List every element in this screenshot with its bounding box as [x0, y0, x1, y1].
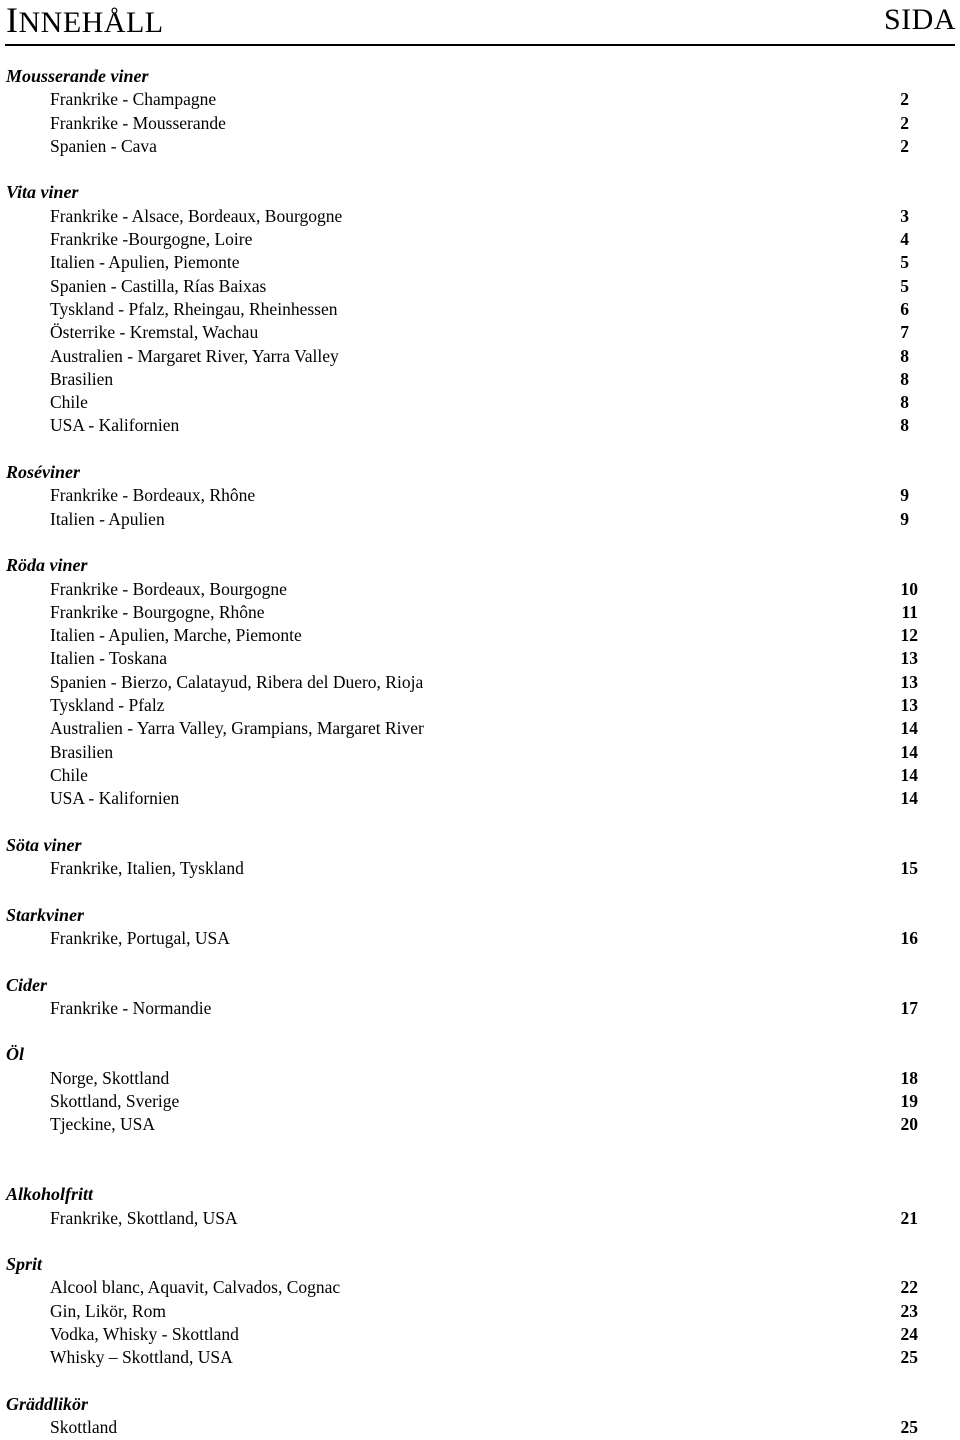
- toc-entry-label: Spanien - Cava: [50, 135, 157, 156]
- toc-section: [6, 181, 918, 437]
- toc-entry: [6, 484, 918, 507]
- toc-entry-label: Frankrike - Champagne: [50, 89, 217, 110]
- toc-section: [6, 65, 918, 158]
- toc-entry-page-number: 4: [900, 229, 909, 250]
- toc-section: [6, 974, 918, 1021]
- toc-entry: [6, 298, 918, 321]
- toc-entry-page-number: 17: [900, 997, 918, 1018]
- toc-entry: [6, 671, 918, 694]
- section-title: Söta viner: [6, 834, 82, 855]
- toc-entry-page-number: 14: [900, 764, 918, 785]
- toc-entry-label: Frankrike - Mousserande: [50, 112, 226, 133]
- page-title-initial: I: [6, 0, 19, 40]
- toc-entry: [6, 508, 918, 531]
- toc-entry-page-number: 13: [900, 648, 918, 669]
- toc-section: [6, 1043, 918, 1136]
- toc-entry-label: Alcool blanc, Aquavit, Calvados, Cognac: [50, 1277, 341, 1298]
- toc-entry: [6, 345, 918, 368]
- toc-entry-page-number: 25: [900, 1347, 918, 1368]
- toc-entry-label: Italien - Toskana: [50, 648, 168, 669]
- section-title: Öl: [6, 1044, 24, 1065]
- toc-entry-label: Brasilien: [50, 368, 114, 389]
- toc-entry: [6, 321, 918, 344]
- toc-entry-label: Skottland, Sverige: [50, 1091, 180, 1112]
- toc-entry: [6, 764, 918, 787]
- toc-section: [6, 834, 918, 881]
- toc-entry-page-number: 25: [900, 1417, 918, 1438]
- toc-entry: [6, 787, 918, 810]
- toc-entry-page-number: 15: [900, 858, 918, 879]
- toc-entry-label: Whisky – Skottland, USA: [50, 1347, 233, 1368]
- toc-entry: [6, 414, 918, 437]
- toc-entry-label: Frankrike, Italien, Tyskland: [50, 858, 244, 879]
- toc-entry: [6, 251, 918, 274]
- toc-entry-label: USA - Kalifornien: [50, 415, 180, 436]
- toc-entry: [6, 135, 918, 158]
- toc-entry: [6, 1113, 918, 1136]
- toc-entry-label: Tyskland - Pfalz, Rheingau, Rheinhessen: [50, 298, 338, 319]
- toc-entry: [6, 1207, 918, 1230]
- toc-entry: [6, 1416, 918, 1439]
- toc-entry: [6, 1067, 918, 1090]
- toc-section: [6, 1393, 918, 1440]
- toc-entry-label: Frankrike -Bourgogne, Loire: [50, 229, 253, 250]
- toc-entry-label: Frankrike - Bordeaux, Rhône: [50, 485, 256, 506]
- toc-entry-label: Italien - Apulien, Piemonte: [50, 252, 240, 273]
- toc-entry-page-number: 24: [900, 1324, 918, 1345]
- toc-entry: [6, 275, 918, 298]
- toc-entry: [6, 1323, 918, 1346]
- toc-entry-page-number: 14: [900, 788, 918, 809]
- toc-entry-page-number: 13: [900, 671, 918, 692]
- toc-entry-label: Australien - Margaret River, Yarra Valley: [50, 345, 339, 366]
- toc-entry-label: Tyskland - Pfalz: [50, 695, 165, 716]
- toc-entry-label: Australien - Yarra Valley, Grampians, Margaret River: [50, 718, 424, 739]
- section-title: Mousserande viner: [6, 66, 149, 86]
- toc-entry: [6, 88, 918, 111]
- toc-entry-page-number: 8: [900, 415, 909, 436]
- toc-entry: [6, 624, 918, 647]
- toc-entry-page-number: 14: [900, 741, 918, 762]
- toc-entry-page-number: 22: [900, 1277, 918, 1298]
- toc-entry-label: Frankrike - Alsace, Bordeaux, Bourgogne: [50, 205, 343, 226]
- toc-entry-label: Frankrike, Portugal, USA: [50, 927, 230, 948]
- table-of-contents: [6, 65, 918, 1440]
- toc-entry-page-number: 23: [900, 1300, 918, 1321]
- toc-section: [6, 554, 918, 810]
- toc-section: [6, 1253, 918, 1369]
- toc-entry: [6, 1346, 918, 1369]
- toc-entry-label: Gin, Likör, Rom: [50, 1300, 166, 1321]
- section-title: Roséviner: [6, 462, 80, 483]
- header-divider: [5, 44, 955, 46]
- toc-entry: [6, 997, 918, 1020]
- toc-entry-page-number: 8: [900, 368, 909, 389]
- section-title: Röda viner: [6, 555, 88, 576]
- toc-entry: [6, 1090, 918, 1113]
- toc-entry-label: Österrike - Kremstal, Wachau: [50, 322, 259, 343]
- toc-entry: [6, 368, 918, 391]
- section-title: Cider: [6, 974, 48, 995]
- toc-entry-page-number: 13: [900, 695, 918, 716]
- toc-entry-page-number: 8: [900, 345, 909, 366]
- page-title: [6, 2, 164, 41]
- toc-entry: [6, 927, 918, 950]
- toc-entry: [6, 647, 918, 670]
- toc-entry-page-number: 5: [900, 252, 909, 273]
- toc-entry-page-number: 20: [900, 1114, 918, 1135]
- toc-entry-page-number: 12: [900, 625, 918, 646]
- toc-entry: [6, 112, 918, 135]
- page-column-label: SIDA: [883, 3, 956, 36]
- toc-entry-page-number: 8: [900, 392, 909, 413]
- toc-entry: [6, 228, 918, 251]
- toc-entry-page-number: 2: [900, 89, 909, 110]
- toc-section: [6, 1183, 918, 1230]
- toc-entry-label: Frankrike - Normandie: [50, 997, 212, 1018]
- toc-entry-label: Frankrike, Skottland, USA: [50, 1207, 238, 1228]
- toc-entry-page-number: 21: [900, 1207, 918, 1228]
- toc-entry-label: Italien - Apulien, Marche, Piemonte: [50, 625, 302, 646]
- toc-entry-page-number: 18: [900, 1067, 918, 1088]
- toc-section: [6, 904, 918, 951]
- toc-entry-page-number: 16: [900, 927, 918, 948]
- toc-entry-label: Spanien - Bierzo, Calatayud, Ribera del Duero, Rioja: [50, 671, 424, 692]
- toc-entry-label: Frankrike - Bordeaux, Bourgogne: [50, 578, 287, 599]
- toc-entry-page-number: 9: [900, 508, 909, 529]
- toc-entry: [6, 601, 918, 624]
- toc-entry-label: Italien - Apulien: [50, 508, 165, 529]
- toc-entry-label: Brasilien: [50, 741, 114, 762]
- toc-entry-page-number: 19: [900, 1091, 918, 1112]
- toc-entry-page-number: 7: [900, 322, 909, 343]
- toc-entry-label: Tjeckine, USA: [50, 1114, 155, 1135]
- section-title: Starkviner: [6, 904, 85, 925]
- section-title: Sprit: [6, 1254, 43, 1275]
- toc-entry-page-number: 9: [900, 485, 909, 506]
- page-header: [6, 2, 956, 42]
- toc-entry: [6, 1276, 918, 1299]
- toc-entry: [6, 741, 918, 764]
- toc-entry: [6, 391, 918, 414]
- toc-entry-page-number: 2: [900, 135, 909, 156]
- toc-entry-label: Skottland: [50, 1417, 118, 1438]
- toc-entry-page-number: 3: [900, 205, 909, 226]
- toc-entry-label: USA - Kalifornien: [50, 788, 180, 809]
- toc-entry-page-number: 10: [900, 578, 918, 599]
- toc-entry-label: Chile: [50, 764, 88, 785]
- toc-entry-page-number: 11: [901, 601, 918, 622]
- toc-entry-label: Norge, Skottland: [50, 1067, 170, 1088]
- toc-entry: [6, 694, 918, 717]
- toc-entry-page-number: 2: [900, 112, 909, 133]
- toc-entry-label: Frankrike - Bourgogne, Rhône: [50, 601, 265, 622]
- toc-entry-page-number: 6: [900, 298, 909, 319]
- toc-entry-label: Chile: [50, 392, 88, 413]
- toc-entry-label: Vodka, Whisky - Skottland: [50, 1324, 239, 1345]
- toc-section: [6, 461, 918, 531]
- section-title: Vita viner: [6, 182, 79, 203]
- toc-entry: [6, 1300, 918, 1323]
- toc-entry: [6, 578, 918, 601]
- section-title: Alkoholfritt: [6, 1184, 94, 1205]
- toc-entry: [6, 205, 918, 228]
- toc-entry: [6, 717, 918, 740]
- toc-entry: [6, 857, 918, 880]
- toc-entry-page-number: 14: [900, 718, 918, 739]
- toc-entry-label: Spanien - Castilla, Rías Baixas: [50, 275, 267, 296]
- toc-entry-page-number: 5: [900, 275, 909, 296]
- section-title: Gräddlikör: [6, 1393, 89, 1414]
- page-title-rest: NNEHÅLL: [18, 6, 164, 39]
